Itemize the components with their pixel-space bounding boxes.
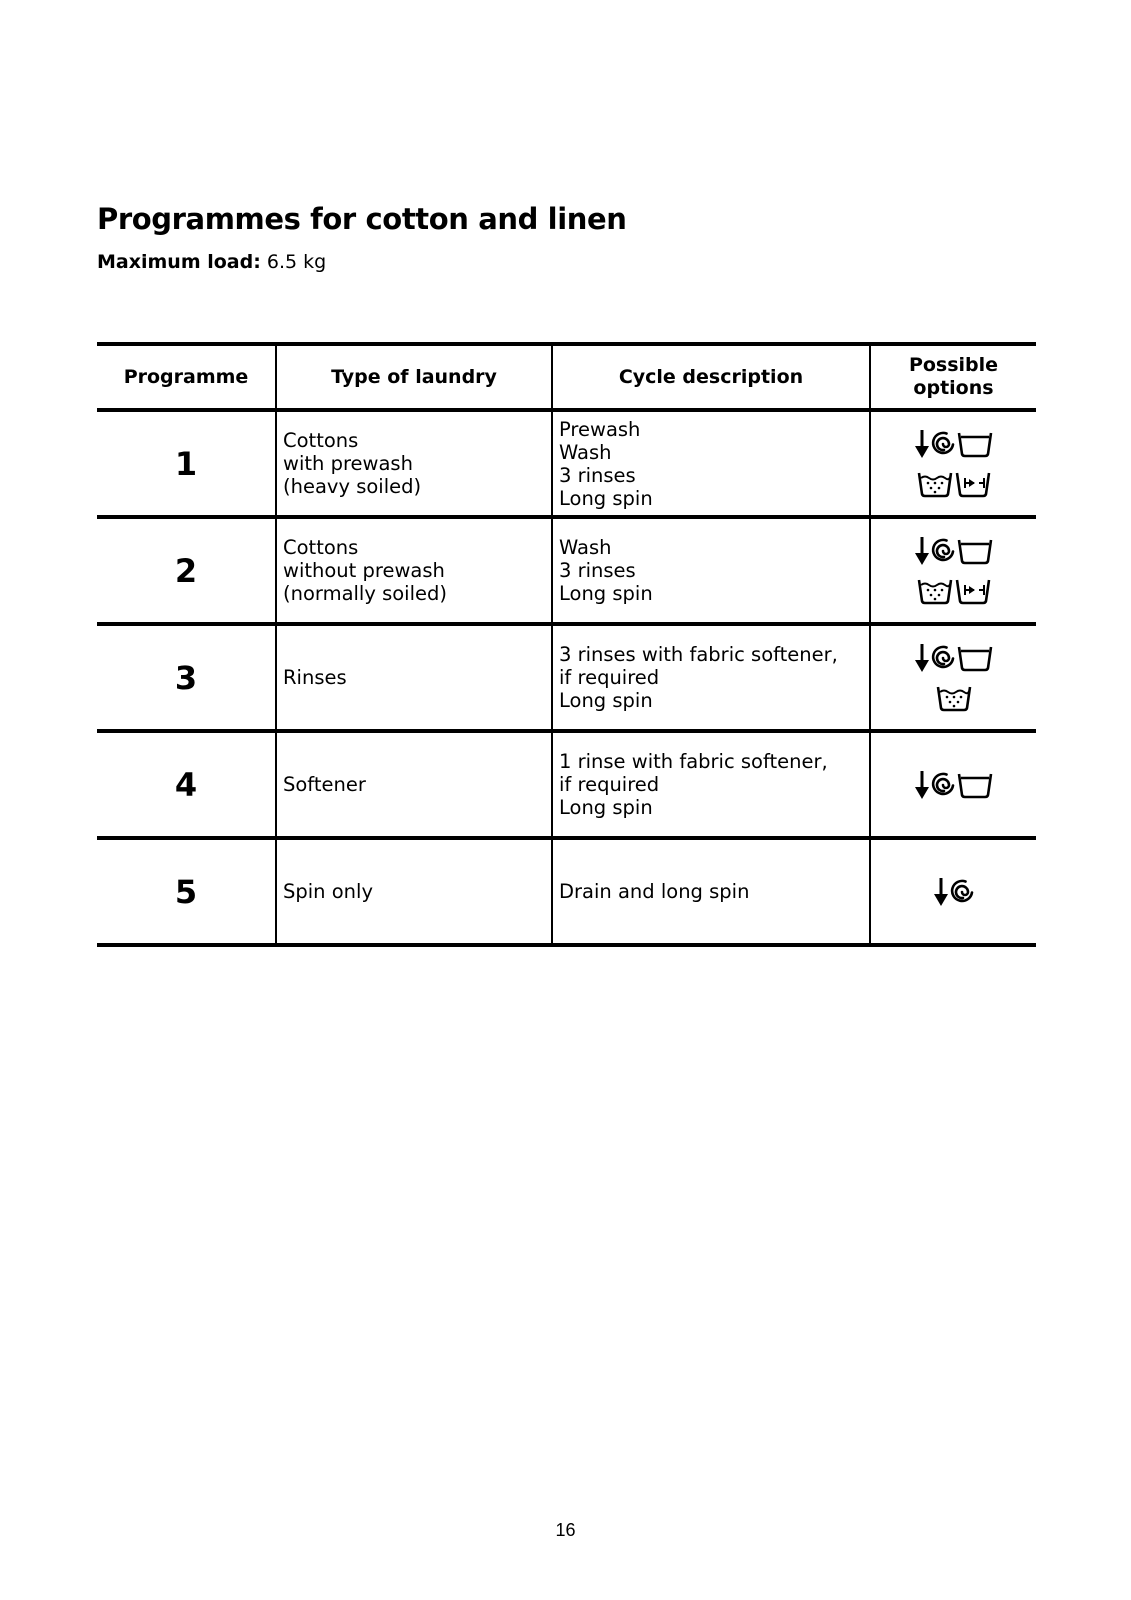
cycle-description-cell — [552, 410, 870, 517]
option-icons-row — [871, 425, 1036, 463]
option-icons-row — [871, 873, 1036, 911]
laundry-line: Softener — [283, 773, 366, 796]
cycle-description-cell — [552, 624, 870, 731]
laundry-line: (normally soiled) — [283, 582, 447, 605]
tub-icon — [956, 643, 994, 673]
header-cycle-description: Cycle description — [552, 344, 870, 410]
laundry-line: Cottons — [283, 536, 359, 559]
cycle-description-cell — [552, 838, 870, 945]
option-icons-row — [871, 679, 1036, 717]
laundry-type-cell — [276, 517, 552, 624]
cycle-line: Prewash — [559, 417, 641, 441]
header-possible-options — [870, 344, 1036, 410]
drain-icon — [933, 876, 949, 908]
page-number: 16 — [555, 1520, 576, 1540]
cycle-line: if required — [559, 773, 660, 796]
header-programme: Programme — [97, 344, 276, 410]
cycle-line: Wash — [559, 440, 612, 464]
cycle-line: Long spin — [559, 689, 653, 712]
option-icons-row — [871, 572, 1036, 610]
max-load-label: Maximum load: — [97, 251, 261, 273]
cycle-line: if required — [559, 666, 660, 689]
spin-icon — [949, 877, 975, 907]
heavy-soil-icon — [916, 469, 954, 499]
programme-number: 5 — [97, 838, 276, 945]
options-cell — [870, 731, 1036, 838]
max-load-value: 6.5 kg — [266, 251, 327, 273]
header-type-of-laundry: Type of laundry — [276, 344, 552, 410]
options-cell — [870, 624, 1036, 731]
option-icons-row — [871, 532, 1036, 570]
table-row — [97, 838, 1036, 945]
drain-icon — [914, 769, 930, 801]
option-icons-row — [871, 766, 1036, 804]
drain-icon — [914, 428, 930, 460]
cycle-line: Long spin — [559, 486, 653, 510]
laundry-type-cell — [276, 731, 552, 838]
heavy-soil-icon — [935, 683, 973, 713]
programme-number: 3 — [97, 624, 276, 731]
cycle-line: Long spin — [559, 796, 653, 819]
spin-icon — [930, 536, 956, 566]
options-cell — [870, 517, 1036, 624]
laundry-line: without prewash — [283, 559, 445, 582]
laundry-type-cell — [276, 624, 552, 731]
programme-number: 2 — [97, 517, 276, 624]
cycle-line: Drain and long spin — [559, 880, 750, 903]
laundry-line: (heavy soiled) — [283, 475, 422, 498]
header-possible-options-text: Possible options — [908, 354, 999, 399]
cycle-line: 1 rinse with fabric softener, — [559, 750, 828, 773]
page-title: Programmes for cotton and linen — [97, 202, 627, 236]
programme-number: 4 — [97, 731, 276, 838]
cycle-line: 3 rinses — [559, 463, 636, 487]
tub-icon — [956, 770, 994, 800]
table-row — [97, 624, 1036, 731]
cycle-line: Long spin — [559, 582, 653, 605]
programmes-table — [97, 342, 1036, 947]
spin-icon — [930, 429, 956, 459]
tub-icon — [956, 536, 994, 566]
cycle-line: 3 rinses with fabric softener, — [559, 643, 838, 666]
laundry-line: Cottons — [283, 429, 359, 452]
cycle-description-cell — [552, 517, 870, 624]
time-saving-icon — [954, 469, 992, 499]
drain-icon — [914, 642, 930, 674]
options-cell — [870, 410, 1036, 517]
laundry-line: Spin only — [283, 880, 373, 903]
cycle-line: 3 rinses — [559, 559, 636, 582]
spin-icon — [930, 643, 956, 673]
heavy-soil-icon — [916, 576, 954, 606]
table-row — [97, 517, 1036, 624]
table-header-row — [97, 344, 1036, 410]
cycle-line: Wash — [559, 536, 612, 559]
option-icons-row — [871, 639, 1036, 677]
spin-icon — [930, 770, 956, 800]
laundry-type-cell — [276, 838, 552, 945]
programme-number: 1 — [97, 410, 276, 517]
drain-icon — [914, 535, 930, 567]
laundry-line: with prewash — [283, 452, 413, 475]
tub-icon — [956, 429, 994, 459]
max-load — [97, 253, 326, 272]
laundry-type-cell — [276, 410, 552, 517]
laundry-line: Rinses — [283, 666, 347, 689]
cycle-description-cell — [552, 731, 870, 838]
table-row — [97, 410, 1036, 517]
time-saving-icon — [954, 576, 992, 606]
option-icons-row — [871, 465, 1036, 503]
table-row — [97, 731, 1036, 838]
options-cell — [870, 838, 1036, 945]
